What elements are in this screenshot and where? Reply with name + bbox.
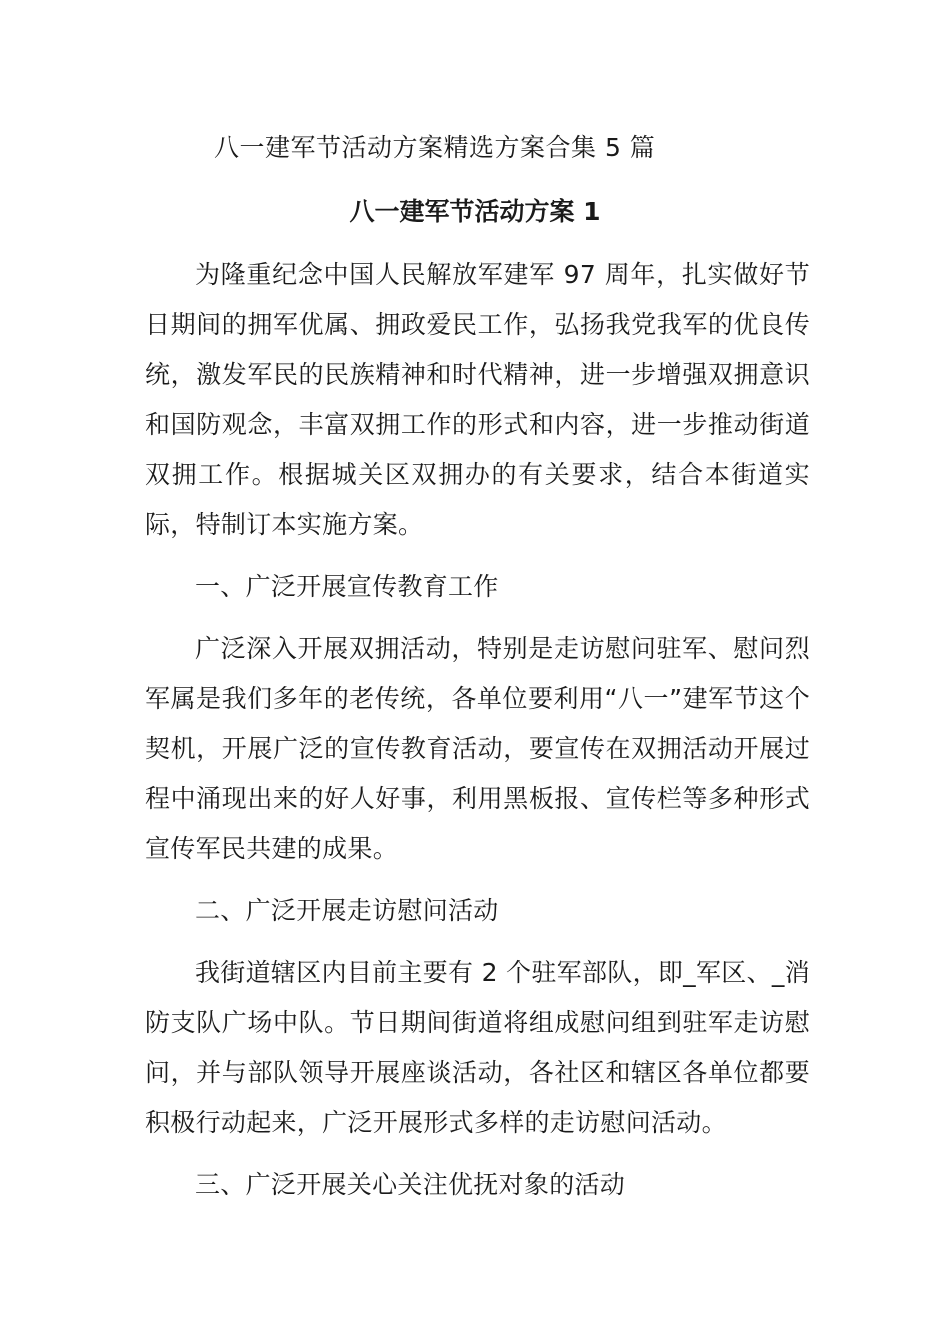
document-title: 八一建军节活动方案精选方案合集 5 篇 [214,133,656,162]
paragraph-intro: 为隆重纪念中国人民解放军建军 97 周年，扎实做好节日期间的拥军优属、拥政爱民工作，弘扬我党我军的优良传统，激发军民的民族精神和时代精神，进一步增强双拥意识和国防观念，丰富双拥工作的形式和内容，进一步推动街道双拥工作。根据城关区双拥办的有关要求，结合本街道实际，特制订本实施方案。 [145,260,810,539]
document-body [145,250,810,1222]
paragraph-1: 广泛深入开展双拥活动，特别是走访慰问驻军、慰问烈军属是我们多年的老传统，各单位要利用“八一”建军节这个契机，开展广泛的宣传教育活动，要宣传在双拥活动开展过程中涌现出来的好人好事，利用黑板报、宣传栏等多种形式宣传军民共建的成果。 [145,634,810,863]
heading-1: 一、广泛开展宣传教育工作 [195,572,499,601]
heading-2: 二、广泛开展走访慰问活动 [195,896,499,925]
paragraph-2: 我街道辖区内目前主要有 2 个驻军部队，即_军区、_消防支队广场中队。节日期间街道将组成慰问组到驻军走访慰问，并与部队领导开展座谈活动，各社区和辖区各单位都要积极行动起来，广泛开展形式多样的走访慰问活动。 [145,958,810,1137]
section-title: 八一建军节活动方案 1 [349,197,601,226]
heading-3: 三、广泛开展关心关注优抚对象的活动 [195,1170,626,1199]
